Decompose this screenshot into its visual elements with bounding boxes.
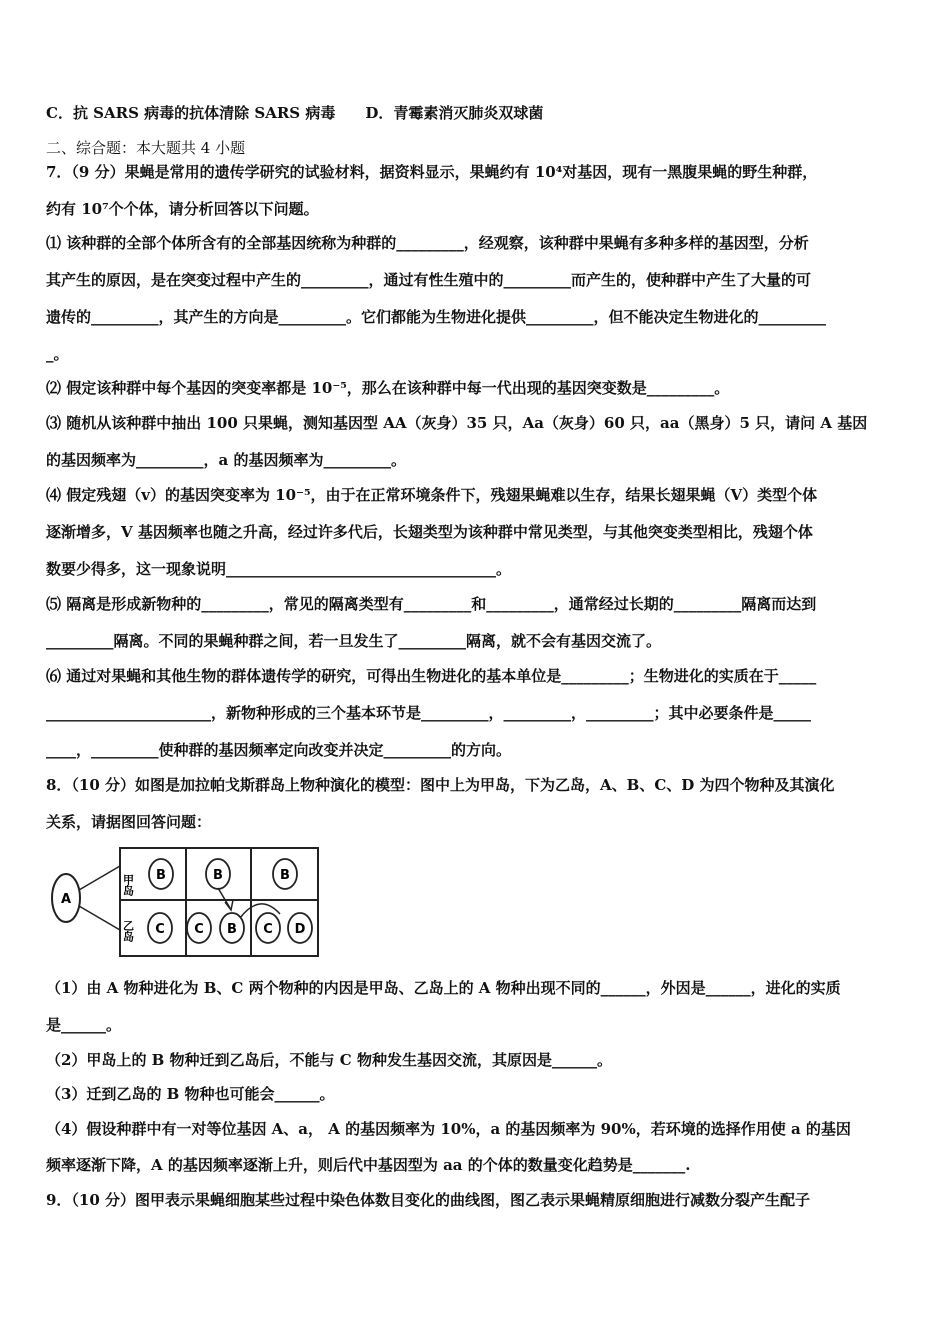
migration-arrow [218,888,230,908]
q7-part3-line2 [46,450,906,470]
line-text: 数要少得多，这一现象说明____________________________________。 [46,560,512,578]
top-species-label-2: B [280,868,290,883]
line-text: ⑹ 通过对果蝇和其他生物的群体遗传学的研究，可得出生物进化的基本单位是_________；生物进化的实质在于_____ [46,667,817,685]
q7-part1-line4 [46,344,906,364]
line-text: 9．（10 分）图甲表示果蝇细胞某些过程中染色体数目变化的曲线图，图乙表示果蝇精原细胞进行减数分裂产生配子 [46,1191,811,1209]
q8-part1-line1 [46,978,906,998]
line-text: ______________________，新物种形成的三个基本环节是_________，_________，_________；其中必要条件是_____ [46,704,812,722]
line-text: （3）迁到乙岛的 B 物种也可能会______。 [46,1085,335,1103]
q7-part1-line1 [46,233,906,253]
q7-part6-line1 [46,666,906,686]
line-text: 8．（10 分）如图是加拉帕戈斯群岛上物种演化的模型：图中上为甲岛，下为乙岛，A、B、C、D 为四个物种及其演化 [46,776,835,794]
line-text: （4）假设种群中有一对等位基因 A、a， A 的基因频率为 10%，a 的基因频率为 90%，若环境的选择作用使 a 的基因 [46,1120,851,1138]
q8-part4-line1 [46,1119,906,1139]
line-text: 其产生的原因，是在突变过程中产生的_________，通过有性生殖中的_________而产生的，使种群中产生了大量的可 [46,271,812,289]
q7-part4-line3 [46,559,906,579]
line-text: 关系，请据图回答问题： [46,813,212,831]
line-text: _。 [46,345,69,363]
bottom-species-label-2: B [227,922,237,937]
island-species-diagram [48,842,320,958]
q7-part6-line2 [46,703,906,723]
line-text: ⑵ 假定该种群中每个基因的突变率都是 10⁻⁵，那么在该种群中每一代出现的基因突变数是_________。 [46,379,730,397]
section-heading [46,138,906,158]
q7-part2 [46,378,906,398]
q8-part2 [46,1050,906,1070]
q8-part3 [46,1084,906,1104]
island-top-label: 甲岛 [121,874,135,896]
q7-part4-line2 [46,522,906,542]
line-text: ⑴ 该种群的全部个体所含有的全部基因统称为种群的_________，经观察，该种群中果蝇有多种多样的基因型，分析 [46,234,809,252]
line-text: 的基因频率为_________，a 的基因频率为_________。 [46,451,406,469]
q7-part6-line3 [46,740,906,760]
q7-part4-line1 [46,485,906,505]
q7-part1-line3 [46,307,906,327]
line-text: （2）甲岛上的 B 物种迁到乙岛后，不能与 C 物种发生基因交流，其原因是______。 [46,1051,612,1069]
island-grid [120,848,318,956]
top-species-label-1: B [213,868,223,883]
q7-stem-1 [46,162,906,182]
island-species-figure [48,842,320,958]
line-text: 逐渐增多，V 基因频率也随之升高，经过许多代后，长翅类型为该种群中常见类型，与其他突变类型相比，残翅个体 [46,523,813,541]
line-text: 二、综合题：本大题共 4 小题 [46,139,246,157]
top-species-label-0: B [156,868,166,883]
bottom-species-label-0: C [155,922,165,937]
line-text: 约有 10⁷个个体，请分析回答以下问题。 [46,200,319,218]
q7-part5-line1 [46,594,906,614]
island-bottom-label: 乙岛 [121,920,135,942]
line-text: C．抗 SARS 病毒的抗体清除 SARS 病毒 D．青霉素消灭肺炎双球菌 [46,104,544,122]
line-text: （1）由 A 物种进化为 B、C 两个物种的内因是甲岛、乙岛上的 A 物种出现不同的______，外因是______，进化的实质 [46,979,841,997]
line-text: ⑶ 随机从该种群中抽出 100 只果蝇，测知基因型 AA（灰身）35 只，Aa（灰身）60 只，aa（黑身）5 只，请问 A 基因 [46,414,868,432]
branch-line-top [79,866,120,890]
q8-stem-1 [46,775,906,795]
q8-stem-2 [46,812,906,832]
q8-part1-line2 [46,1015,906,1035]
line-text: 是______。 [46,1016,122,1034]
branch-line-bottom [79,906,120,930]
q7-part5-line2 [46,631,906,651]
line-text: ⑸ 隔离是形成新物种的_________，常见的隔离类型有_________和_________，通常经过长期的_________隔离而达到 [46,595,817,613]
species-a-label: A [60,892,72,907]
line-text: 频率逐渐下降，A 的基因频率逐渐上升，则后代中基因型为 aa 的个体的数量变化趋势是_______. [46,1156,691,1174]
q8-part4-line2 [46,1155,906,1175]
line-text: _________隔离。不同的果蝇种群之间，若一旦发生了_________隔离，就不会有基因交流了。 [46,632,662,650]
line-q-option-cd [46,103,906,123]
q7-part3-line1 [46,413,906,433]
line-text: 7．（9 分）果蝇是常用的遗传学研究的试验材料，据资料显示，果蝇约有 10⁴对基因，现有一黑腹果蝇的野生种群， [46,163,818,181]
bottom-species-label-1: C [194,922,204,937]
line-text: ____，_________使种群的基因频率定向改变并决定_________的方向。 [46,741,512,759]
bottom-species-label-3: C [263,922,273,937]
q9-stem [46,1190,906,1210]
q7-part1-line2 [46,270,906,290]
line-text: 遗传的_________，其产生的方向是_________。它们都能为生物进化提供_________，但不能决定生物进化的_________ [46,308,827,326]
q7-stem-2 [46,199,906,219]
bottom-species-label-4: D [294,922,306,937]
line-text: ⑷ 假定残翅（v）的基因突变率为 10⁻⁵，由于在正常环境条件下，残翅果蝇难以生存，结果长翅果蝇（V）类型个体 [46,486,818,504]
